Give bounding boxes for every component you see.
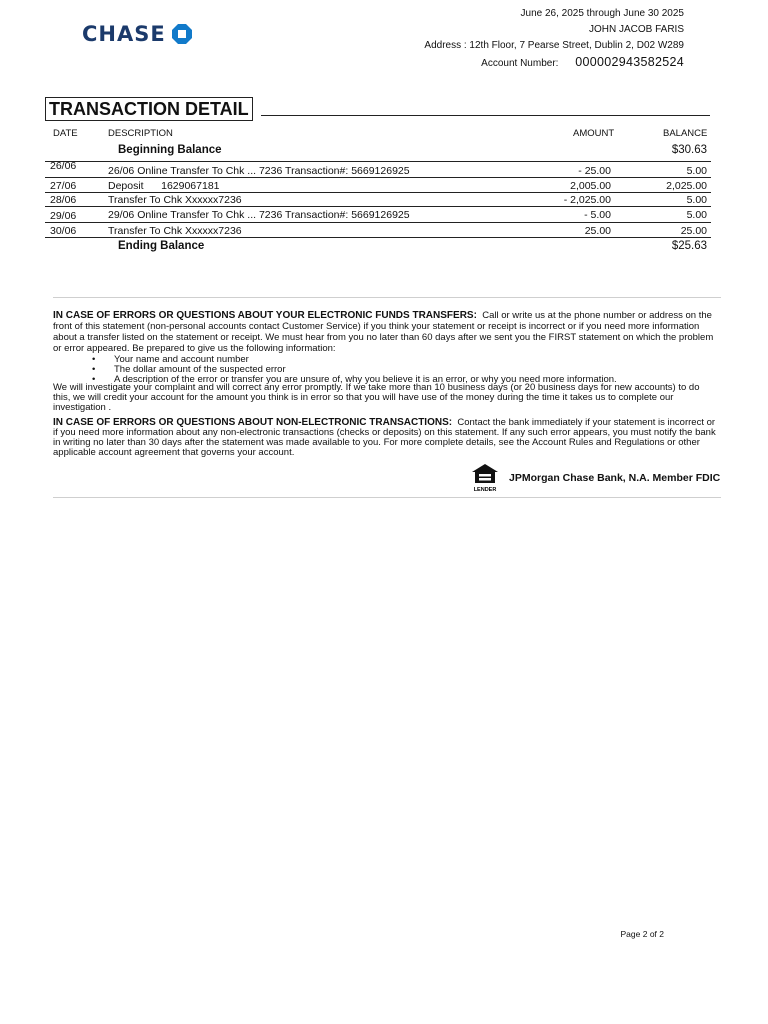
chase-octagon-logo-icon: [172, 24, 192, 44]
row-balance: 5.00: [686, 165, 707, 177]
row-balance: 25.00: [680, 225, 707, 237]
brand-name: CHASE: [82, 22, 166, 46]
required-info-list: [92, 355, 617, 385]
table-row: [45, 179, 711, 193]
account-number: 000002943582524: [575, 55, 684, 69]
column-header-balance: BALANCE: [663, 128, 708, 139]
row-description: Transfer To Chk Xxxxxx7236: [108, 194, 242, 206]
row-amount: - 5.00: [584, 209, 611, 221]
chase-logo: [82, 22, 192, 46]
section-title-rule: [261, 115, 710, 116]
row-balance: 5.00: [686, 209, 707, 221]
column-header-amount: AMOUNT: [573, 128, 615, 139]
table-row: [45, 224, 711, 238]
list-item: • Your name and account number: [92, 354, 249, 365]
row-amount: 25.00: [584, 225, 611, 237]
row-date: 28/06: [50, 194, 77, 206]
row-balance: 5.00: [686, 194, 707, 206]
table-divider: [45, 206, 711, 207]
eft-disclosure: [53, 310, 719, 354]
row-amount: - 25.00: [578, 165, 611, 177]
eft-followup: We will investigate your complaint and will correct any error promptly. If we take more than 10 business days (or 20 business days for new accounts) to do this, we will credit your account for the amount you think is in error so that you will have use of the money during the time it takes us to complete our investigation .: [53, 382, 700, 413]
section-separator: [53, 297, 721, 298]
row-description: Transfer To Chk Xxxxxx7236: [108, 225, 242, 237]
list-item: • A description of the error or transfer you are unsure of, why you believe it is an error, or why you need more information.: [92, 374, 617, 385]
row-description: Deposit 1629067181: [108, 180, 220, 192]
table-row: [45, 208, 711, 222]
beginning-balance-label: Beginning Balance: [118, 144, 222, 156]
section-title: TRANSACTION DETAIL: [45, 97, 253, 121]
column-header-description: DESCRIPTION: [108, 128, 173, 139]
table-divider: [45, 161, 711, 162]
statement-period: June 26, 2025 through June 30 2025: [520, 8, 684, 19]
non-eft-heading: IN CASE OF ERRORS OR QUESTIONS ABOUT NON-ELECTRONIC TRANSACTIONS:: [53, 417, 453, 428]
page-number: Page 2 of 2: [620, 929, 664, 939]
row-amount: 2,005.00: [570, 180, 611, 192]
account-number-line: [424, 54, 684, 72]
equal-housing-lender-icon: [471, 463, 499, 493]
fdic-notice: [471, 463, 720, 493]
member-fdic-text: JPMorgan Chase Bank, N.A. Member FDIC: [509, 472, 721, 484]
table-divider: [45, 237, 711, 238]
customer-name: JOHN JACOB FARIS: [588, 24, 684, 35]
account-number-label: Account Number:: [481, 58, 559, 69]
row-date: 29/06: [50, 210, 77, 222]
eft-body: Call or write us at the phone number or address on the front of this statement (non-personal accounts contact Customer Service) if you think your statement or receipt is incorrect or if you need more information about a transfer listed on the statement or receipt. We must hear from you no later than 60 days after we sent you the FIRST statement on which the problem or error appeared. Be prepared to give us the following information:: [53, 310, 714, 354]
row-balance: 2,025.00: [666, 180, 707, 192]
row-description: 26/06 Online Transfer To Chk ... 7236 Transaction#: 5669126925: [108, 165, 410, 177]
row-date: 26/06: [50, 160, 77, 172]
statement-header-info: [424, 6, 684, 72]
row-amount: - 2,025.00: [563, 194, 611, 206]
non-eft-body: Contact the bank immediately if your statement is incorrect or if you need more information about any non-electronic transactions (checks or deposits) on this statement. If any such error appears, you must notify the bank in writing no later than 30 days after the statement was made available to you. For more complete details, see the Account Rules and Regulations or other applicable account agreement that governs your account.: [53, 417, 716, 458]
beginning-balance-value: $30.63: [671, 144, 707, 156]
table-divider: [45, 222, 711, 223]
ending-balance-value: $25.63: [671, 240, 707, 252]
list-item: • The dollar amount of the suspected error: [92, 364, 286, 375]
eft-heading: IN CASE OF ERRORS OR QUESTIONS ABOUT YOUR ELECTRONIC FUNDS TRANSFERS:: [53, 310, 477, 321]
section-separator: [53, 497, 721, 498]
lender-badge-text: LENDER: [473, 487, 497, 493]
row-date: 30/06: [50, 225, 77, 237]
row-description: 29/06 Online Transfer To Chk ... 7236 Transaction#: 5669126925: [108, 209, 410, 221]
ending-balance-label: Ending Balance: [118, 240, 205, 252]
column-header-date: DATE: [53, 128, 78, 139]
table-divider: [45, 177, 711, 178]
row-date: 27/06: [50, 180, 77, 192]
customer-address: Address : 12th Floor, 7 Pearse Street, Dublin 2, D02 W289: [424, 40, 684, 51]
table-row: [45, 160, 711, 178]
table-row: [45, 193, 711, 207]
non-eft-disclosure: [53, 418, 719, 458]
